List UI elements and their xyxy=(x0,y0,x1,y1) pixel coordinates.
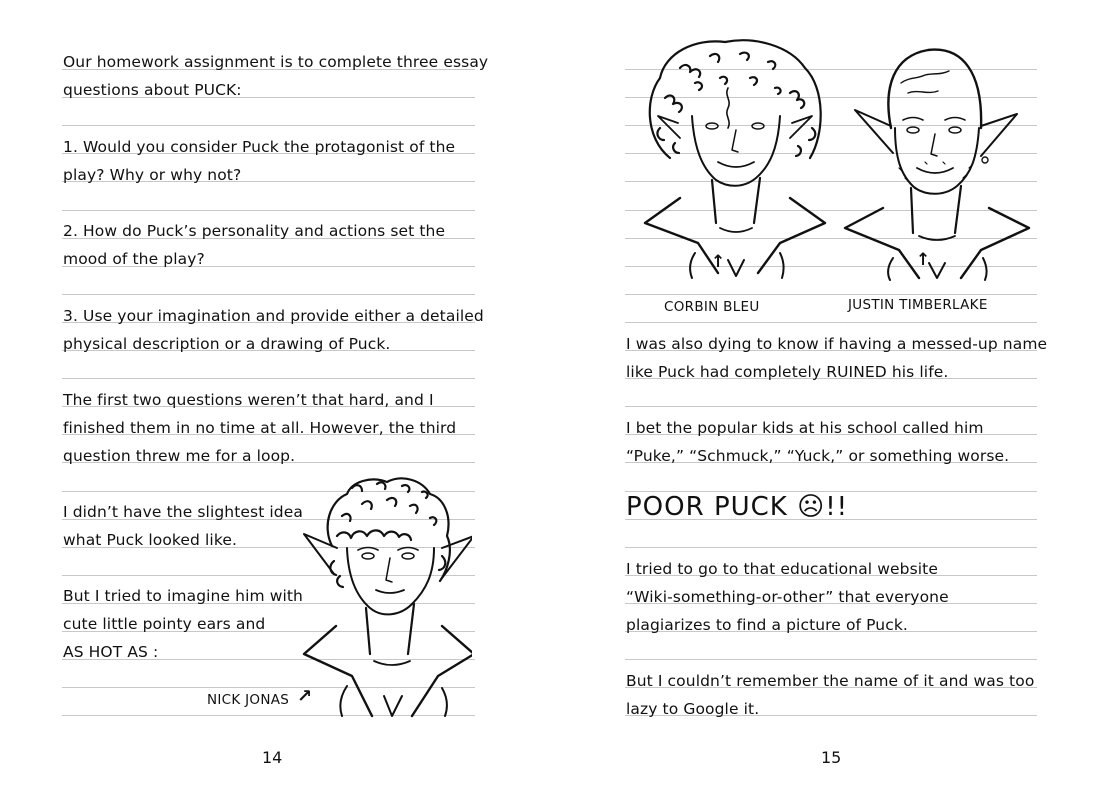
puck-corbin-bleu-drawing xyxy=(640,38,830,288)
text-line: The first two questions weren’t that hard, and I xyxy=(63,391,434,409)
text-line: I bet the popular kids at his school called him xyxy=(626,419,984,437)
puck-nick-jonas-drawing xyxy=(292,476,472,726)
puck-justin-timberlake-drawing xyxy=(833,38,1033,288)
text-line: I tried to go to that educational website xyxy=(626,560,938,578)
arrow-icon: ↑ xyxy=(711,252,726,272)
question-1-cont: play? Why or why not? xyxy=(63,166,242,184)
arrow-icon: ↗ xyxy=(297,686,313,707)
text-line: questions about PUCK: xyxy=(63,81,242,99)
question-2: 2. How do Puck’s personality and actions set the xyxy=(63,222,446,240)
question-2-cont: mood of the play? xyxy=(63,250,205,268)
question-3: 3. Use your imagination and provide either a detailed xyxy=(63,307,484,325)
poor-puck-text: POOR PUCK xyxy=(626,492,788,522)
page-number: 15 xyxy=(821,748,842,767)
ruled-line xyxy=(625,406,1037,407)
ruled-line xyxy=(62,378,475,379)
ruled-line xyxy=(625,659,1037,660)
text-line: finished them in no time at all. However, the third xyxy=(63,419,457,437)
text-line: “Puke,” “Schmuck,” “Yuck,” or something worse. xyxy=(626,447,1010,465)
text-line: cute little pointy ears and xyxy=(63,615,266,633)
ruled-line xyxy=(625,294,1037,295)
sad-face-icon: ☹ xyxy=(797,492,826,522)
poor-puck-heading xyxy=(626,492,848,522)
text-line: But I tried to imagine him with xyxy=(63,587,303,605)
ruled-line xyxy=(62,210,475,211)
nick-jonas-caption: NICK JONAS xyxy=(207,692,290,708)
text-line: like Puck had completely RUINED his life. xyxy=(626,363,949,381)
text-line: what Puck looked like. xyxy=(63,531,238,549)
corbin-bleu-caption: CORBIN BLEU xyxy=(664,299,760,315)
justin-timberlake-caption: JUSTIN TIMBERLAKE xyxy=(848,297,988,313)
text-line: I was also dying to know if having a messed-up name xyxy=(626,335,1048,353)
ruled-line xyxy=(625,547,1037,548)
text-line: But I couldn’t remember the name of it and was too xyxy=(626,672,1035,690)
question-1: 1. Would you consider Puck the protagonist of the xyxy=(63,138,456,156)
text-line: Our homework assignment is to complete three essay xyxy=(63,53,489,71)
exclamation-marks: !! xyxy=(825,492,849,522)
text-line: question threw me for a loop. xyxy=(63,447,296,465)
ruled-line xyxy=(625,322,1037,323)
text-line: lazy to Google it. xyxy=(626,700,760,718)
right-page xyxy=(550,0,1100,800)
page-number: 14 xyxy=(262,748,283,767)
question-3-cont: physical description or a drawing of Puck. xyxy=(63,335,391,353)
ruled-line xyxy=(62,125,475,126)
text-line: AS HOT AS : xyxy=(63,643,159,661)
text-line: I didn’t have the slightest idea xyxy=(63,503,303,521)
text-line: plagiarizes to find a picture of Puck. xyxy=(626,616,908,634)
arrow-icon: ↑ xyxy=(916,250,931,270)
ruled-line xyxy=(62,294,475,295)
text-line: “Wiki-something-or-other” that everyone xyxy=(626,588,949,606)
